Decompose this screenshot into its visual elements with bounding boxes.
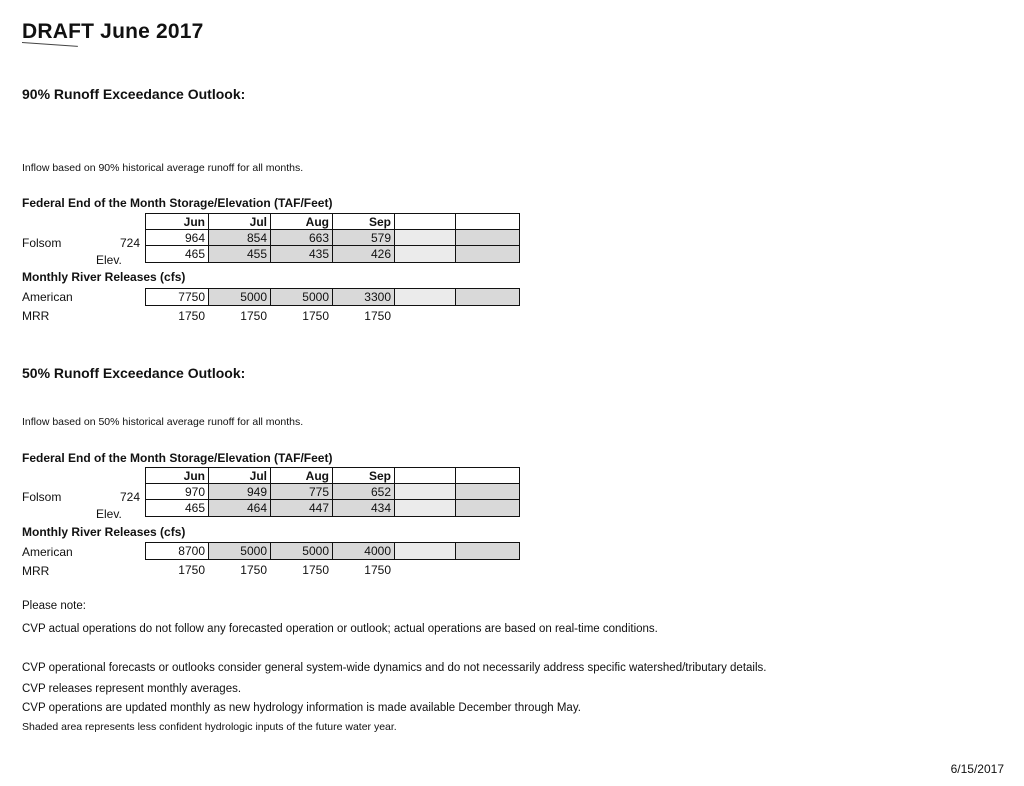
month-header: Jul xyxy=(209,214,271,230)
note-item: CVP actual operations do not follow any forecasted operation or outlook; actual operations are based on real-time conditions. xyxy=(22,623,658,635)
releases-table-50 xyxy=(145,542,520,560)
elevation-cell: 465 xyxy=(146,246,209,262)
american-cell: 5000 xyxy=(209,543,271,559)
storage-cell: 949 xyxy=(209,484,271,500)
empty-cell xyxy=(395,246,456,262)
american-cell: 5000 xyxy=(271,543,333,559)
empty-cell xyxy=(456,214,519,230)
empty-cell xyxy=(456,246,519,262)
month-header: Sep xyxy=(333,468,395,484)
month-header: Sep xyxy=(333,214,395,230)
empty-cell xyxy=(456,484,519,500)
page-title: DRAFT June 2017 xyxy=(22,20,204,43)
mrr-value: 1750 xyxy=(178,563,205,577)
elev-label-50: Elev. xyxy=(96,507,122,521)
elevation-cell: 455 xyxy=(209,246,271,262)
storage-table-title-50: Federal End of the Month Storage/Elevation (TAF/Feet) xyxy=(22,451,333,465)
american-cell: 5000 xyxy=(209,289,271,305)
storage-cell: 854 xyxy=(209,230,271,246)
american-cell: 3300 xyxy=(333,289,395,305)
storage-cell: 970 xyxy=(146,484,209,500)
mrr-value: 1750 xyxy=(364,563,391,577)
mrr-label-50: MRR xyxy=(22,564,50,578)
storage-table-50 xyxy=(145,467,520,517)
empty-cell xyxy=(456,289,519,305)
storage-cell: 775 xyxy=(271,484,333,500)
inflow-note-50: Inflow based on 50% historical average runoff for all months. xyxy=(22,416,304,428)
storage-table-title-90: Federal End of the Month Storage/Elevation (TAF/Feet) xyxy=(22,196,333,210)
document-date: 6/15/2017 xyxy=(950,762,1004,776)
folsom-capacity-90: 724 xyxy=(120,236,141,250)
section-heading-50: 50% Runoff Exceedance Outlook: xyxy=(22,365,246,381)
mrr-value: 1750 xyxy=(302,309,329,323)
elevation-cell: 434 xyxy=(333,500,395,516)
empty-cell xyxy=(395,214,456,230)
elevation-cell: 447 xyxy=(271,500,333,516)
month-header: Jun xyxy=(146,468,209,484)
mrr-label-90: MRR xyxy=(22,309,50,323)
empty-cell xyxy=(456,543,519,559)
american-label-90: American xyxy=(22,290,73,304)
mrr-value: 1750 xyxy=(240,309,267,323)
folsom-label-90: Folsom xyxy=(22,236,62,250)
month-header: Aug xyxy=(271,214,333,230)
note-item: CVP releases represent monthly averages. xyxy=(22,683,242,695)
note-item: Shaded area represents less confident hydrologic inputs of the future water year. xyxy=(22,721,397,733)
american-label-50: American xyxy=(22,545,73,559)
elevation-cell: 465 xyxy=(146,500,209,516)
section-heading-90: 90% Runoff Exceedance Outlook: xyxy=(22,86,246,102)
empty-cell xyxy=(395,289,456,305)
elev-label-90: Elev. xyxy=(96,253,122,267)
storage-cell: 652 xyxy=(333,484,395,500)
empty-cell xyxy=(395,230,456,246)
empty-cell xyxy=(395,468,456,484)
empty-cell xyxy=(456,500,519,516)
elevation-cell: 435 xyxy=(271,246,333,262)
mrr-value: 1750 xyxy=(302,563,329,577)
storage-cell: 663 xyxy=(271,230,333,246)
note-item: CVP operational forecasts or outlooks consider general system-wide dynamics and do not necessarily address specific watershed/tributary details. xyxy=(22,662,767,674)
month-header: Aug xyxy=(271,468,333,484)
releases-title-90: Monthly River Releases (cfs) xyxy=(22,270,186,284)
empty-cell xyxy=(456,230,519,246)
releases-title-50: Monthly River Releases (cfs) xyxy=(22,525,186,539)
elevation-cell: 426 xyxy=(333,246,395,262)
inflow-note-90: Inflow based on 90% historical average runoff for all months. xyxy=(22,162,304,174)
month-header: Jun xyxy=(146,214,209,230)
folsom-label-50: Folsom xyxy=(22,490,62,504)
empty-cell xyxy=(395,484,456,500)
storage-cell: 964 xyxy=(146,230,209,246)
american-cell: 5000 xyxy=(271,289,333,305)
empty-cell xyxy=(395,543,456,559)
storage-cell: 579 xyxy=(333,230,395,246)
mrr-value: 1750 xyxy=(240,563,267,577)
please-note-label: Please note: xyxy=(22,600,86,612)
folsom-capacity-50: 724 xyxy=(120,490,141,504)
note-item: CVP operations are updated monthly as new hydrology information is made available December through May. xyxy=(22,702,581,714)
elevation-cell: 464 xyxy=(209,500,271,516)
empty-cell xyxy=(395,500,456,516)
american-cell: 7750 xyxy=(146,289,209,305)
empty-cell xyxy=(456,468,519,484)
month-header: Jul xyxy=(209,468,271,484)
storage-table-90 xyxy=(145,213,520,263)
mrr-value: 1750 xyxy=(178,309,205,323)
american-cell: 8700 xyxy=(146,543,209,559)
mrr-value: 1750 xyxy=(364,309,391,323)
releases-table-90 xyxy=(145,288,520,306)
american-cell: 4000 xyxy=(333,543,395,559)
